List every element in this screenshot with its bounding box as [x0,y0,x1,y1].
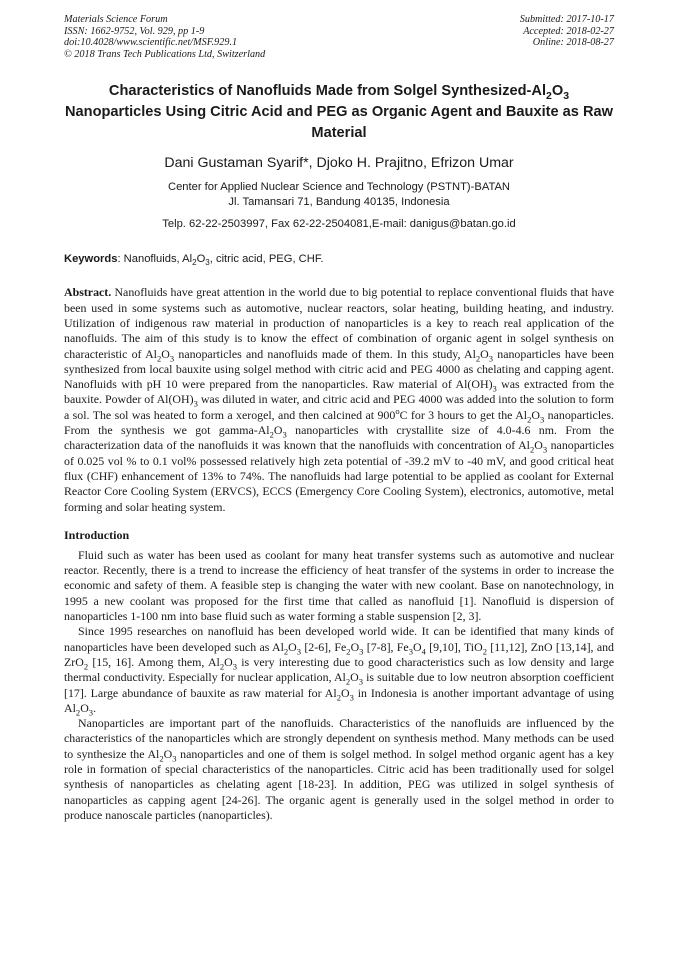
intro-paragraph-3: Nanoparticles are important part of the nanofluids. Characteristics of the nanofluids are influenced by the characteristics of the nanoparticles which are strongly dependent on synthesis method. Many methods can be used to synthesize the $Al_2O_3$ nanoparticles and one of them is solgel method. In solgel method organic agent has a key role in formation of special characteristics of the nanoparticles. Citric acid has been traditionally used for solgel synthesis of nanoparticles as chelating agent [18-23]. In addition, PEG was utilized in solgel synthesis of nanoparticles as capping agent [24-26]. The organic agent is generally used in the solgel method in order to produce nanoscale particles (nanoparticles). [64,716,614,822]
submitted-date: Submitted: 2017-10-17 [519,14,614,25]
journal-info [64,14,265,60]
keywords-label: Keywords [64,253,118,266]
keywords: Keywords: Nanofluids, $Al_2O_3$, citric acid, PEG, CHF. [64,253,324,268]
section-title-introduction: Introduction [64,527,130,542]
affiliation-address: Jl. Tamansari 71, Bandung 40135, Indonesia [228,195,450,208]
paper-page [64,14,614,823]
affiliation-institute: Center for Applied Nuclear Science and Technology (PSTNT)-BATAN [168,181,510,194]
author-list: Dani Gustaman Syarif*, Djoko H. Prajitno, Efrizon Umar [164,155,514,172]
intro-paragraph-2: Since 1995 researches on nanofluid has been developed world wide. It can be identified that many kinds of nanoparticles have been developed such as $Al_2O_3$ [2-6], $Fe_2O_3$ [7-8], $Fe_3O_4$ [9,10], TiO$_2$ [11,12], ZnO [13,14], and ZrO$_2$ [15, 16]. Among them, $Al_2O_3$ is very interesting due to good characteristics such as low density and large thermal conductivity. Especially for nuclear application, $Al_2O_3$ is suitable due to low neutron absorption coefficient [17]. Large abundance of bauxite as raw material for $Al_2O_3$ in Indonesia is another important advantage of using $Al_2O_3$. [64,624,614,718]
affiliation [64,180,614,209]
accepted-date: Accepted: 2018-02-27 [523,25,614,37]
online-date: Online: 2018-08-27 [532,37,614,49]
contact-info: Telp. 62-22-2503997, Fax 62-22-2504081,E-mail: danigus@batan.go.id [162,218,516,231]
abstract: Abstract. Nanofluids have great attention in the world due to big potential to replace conventional fluids that have been used in some systems such as automotive, nuclear reactors, solar heating, building heating, and industry. Utilization of indigenous raw material in production of nanoparticles is a key to reach real application of the nanofluids. The aim of this study is to know the effect of combination of organic agent in solgel synthesis on characteristic of $Al_2O_3$ nanoparticles and nanofluids made of them. In this study, $Al_2O_3$ nanoparticles have been synthesized from local bauxite using solgel method with citric acid and PEG 4000 as chelating and capping agent. Nanofluids with pH 10 were prepared from the nanoparticles. Raw material of $Al(OH)_3$ was extracted from the bauxite. Powder of $Al(OH)_3$ was diluted in water, and citric acid and PEG 4000 was added into the solution to form a sol. The sol was heated to form a xerogel, and then calcined at 900$^o$C for 3 hours to get the $Al_2O_3$ nanoparticles. From the synthesis we got gamma-$Al_2O_3$ nanoparticles with crystallite size of 4.0-4.6 nm. From the characterization data of the nanofluids it was known that the nanofluids with concentration of $Al_2O_3$ nanoparticles of 0.025 vol % to 0.1 vol% possessed relatively high zeta potential of -39.2 mV to -40 mV, and good critical heat flux (CHF) enhancement of 13% to 74%. The nanofluids had large potential to be applied as coolant for External Reactor Core Cooling System (ERVCS), ECCS (Emergency Core Cooling System), electronics, automotive, metal forming and solar heating system. [64,285,615,514]
doi-line: doi:10.4028/www.scientific.net/MSF.929.1 [64,37,238,49]
intro-paragraph-1: Fluid such as water has been used as coolant for many heat transfer systems such as automotive and nuclear reactor. Recently, there is a trend to increase the efficiency of heat transfer of the systems in order to increase the economic and safety of them. A feasible step is changing the water with new coolant. Base on nanotechnology, in 1995 a new coolant was proposed for the first time that called as nanofluid [1]. Nanofluid is dispersion of nanoparticles 1-100 nm into base fluid such as water forming a stable suspension [2, 3]. [64,547,614,624]
journal-name: Materials Science Forum [64,14,168,25]
copyright-line: © 2018 Trans Tech Publications Ltd, Switzerland [64,48,266,60]
dates-info [520,14,614,60]
journal-header [64,14,614,60]
abstract-label: Abstract. [64,285,112,300]
paper-title: Characteristics of Nanofluids Made from Solgel Synthesized-$Al_2O_3$ Nanoparticles Using Citric Acid and PEG as Organic Agent and Bauxite as Raw Material [65,83,613,142]
issn-line: ISSN: 1662-9752, Vol. 929, pp 1-9 [64,25,205,37]
